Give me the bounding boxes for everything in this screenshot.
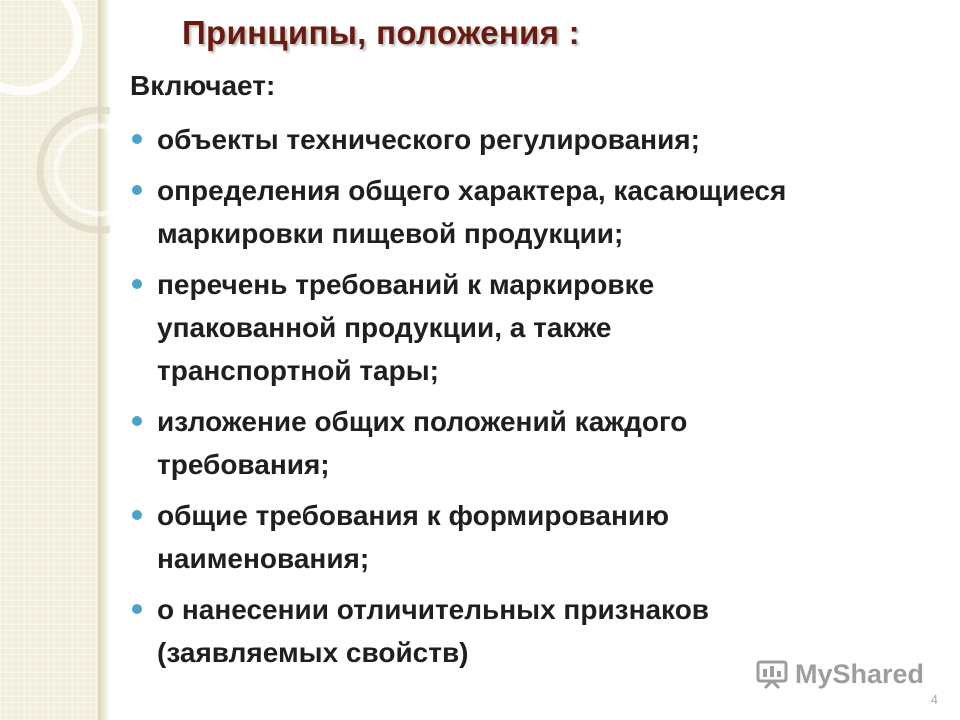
bullet-dot-icon (132, 510, 142, 520)
bullet-text: общие требования к формированию наименования; (157, 500, 670, 574)
bullet-dot-icon (132, 279, 142, 289)
bullet-item (130, 588, 830, 674)
bullet-dot-icon (132, 416, 142, 426)
presentation-board-icon (755, 657, 789, 691)
bullet-item (130, 169, 895, 255)
watermark (755, 655, 924, 693)
bullet-item (130, 118, 930, 161)
bullet-list (130, 118, 930, 682)
intro-text: Включает: (130, 70, 276, 101)
bullet-dot-icon (132, 134, 142, 144)
bullet-item (130, 263, 780, 392)
bullet-text: объекты технического регулирования; (157, 124, 700, 155)
bullet-text: определения общего характера, касающиеся маркировки пищевой продукции; (157, 175, 787, 249)
bullet-text: о нанесении отличительных признаков (заявляемых свойств) (157, 594, 710, 668)
slide-title: Принципы, положения : (182, 14, 580, 51)
bullet-text: перечень требований к маркировке упакованной продукции, а также транспортной тары; (157, 269, 655, 386)
decorative-circles (0, 0, 110, 260)
bullet-dot-icon (132, 604, 142, 614)
bullet-item (130, 400, 830, 486)
bullet-dot-icon (132, 185, 142, 195)
page-number: 4 (930, 692, 938, 707)
bullet-item (130, 494, 790, 580)
bullet-text: изложение общих положений каждого требования; (157, 406, 688, 480)
watermark-text: MyShared (794, 658, 924, 689)
